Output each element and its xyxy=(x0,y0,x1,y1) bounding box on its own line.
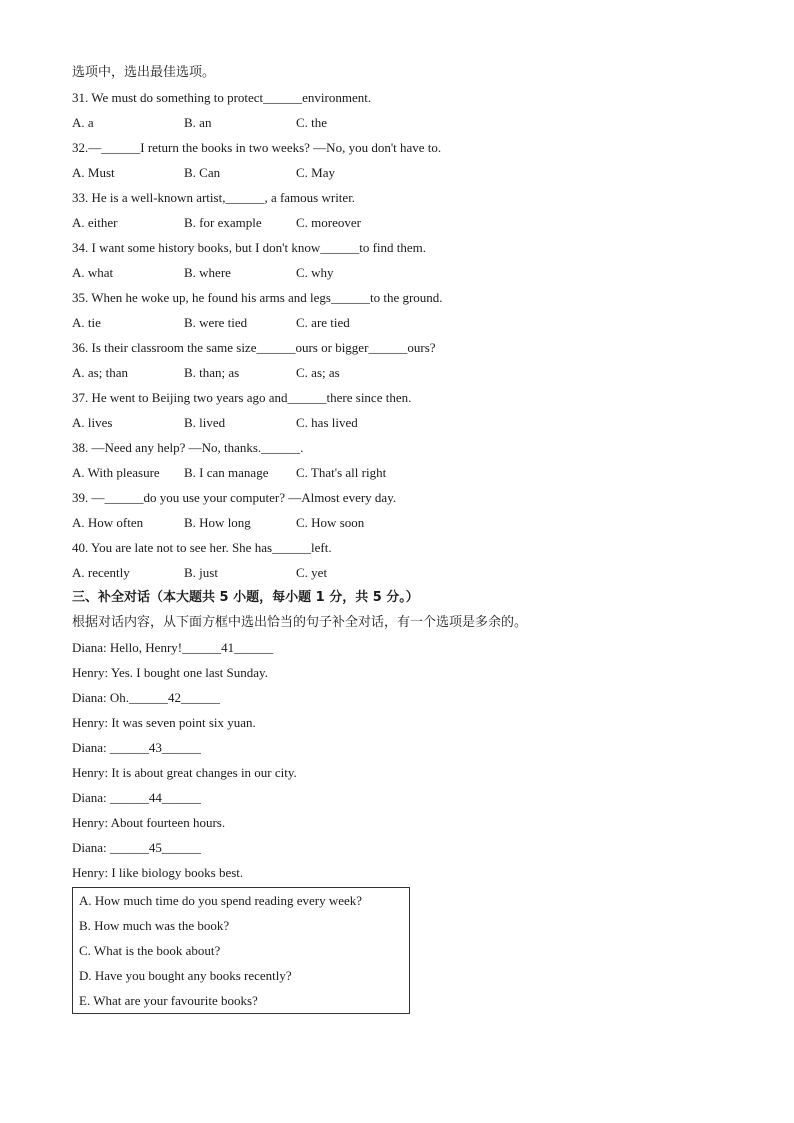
box-option-d: D. Have you bought any books recently? xyxy=(79,968,292,983)
question-stem: 37. He went to Beijing two years ago and______there since then. xyxy=(72,390,412,405)
question-stem: 40. You are late not to see her. She has______left. xyxy=(72,540,332,555)
option-c: C. are tied xyxy=(296,315,350,330)
question-35 xyxy=(72,285,732,335)
option-b: B. lived xyxy=(184,415,226,430)
question-39 xyxy=(72,485,732,535)
question-38 xyxy=(72,435,732,485)
option-a: A. a xyxy=(72,115,94,130)
dialogue-line: Diana: ______44______ xyxy=(72,790,201,805)
dialogue-line: Henry: It is about great changes in our city. xyxy=(72,765,297,780)
dialogue-line: Diana: Hello, Henry!______41______ xyxy=(72,640,274,655)
question-options xyxy=(72,460,732,485)
option-c: C. That's all right xyxy=(296,465,387,480)
option-a: A. How often xyxy=(72,515,144,530)
question-33 xyxy=(72,185,732,235)
option-c: C. yet xyxy=(296,565,328,580)
option-a: A. what xyxy=(72,265,114,280)
option-c: C. moreover xyxy=(296,215,361,230)
option-c: C. the xyxy=(296,115,328,130)
question-stem: 38. —Need any help? —No, thanks.______. xyxy=(72,440,304,455)
option-c: C. has lived xyxy=(296,415,358,430)
option-b: B. How long xyxy=(184,515,251,530)
box-option-e: E. What are your favourite books? xyxy=(79,993,258,1008)
option-a: A. tie xyxy=(72,315,101,330)
document-page xyxy=(72,60,732,1014)
question-stem: 32.—______I return the books in two weeks? —No, you don't have to. xyxy=(72,140,442,155)
question-stem: 34. I want some history books, but I don't know______to find them. xyxy=(72,240,427,255)
dialogue-line: Henry: It was seven point six yuan. xyxy=(72,715,256,730)
option-a: A. Must xyxy=(72,165,115,180)
option-c: C. why xyxy=(296,265,334,280)
intro-text: 选项中，选出最佳选项。 xyxy=(72,65,216,80)
option-c: C. as; as xyxy=(296,365,340,380)
question-32 xyxy=(72,135,732,185)
question-37 xyxy=(72,385,732,435)
question-options xyxy=(72,510,732,535)
option-a: A. With pleasure xyxy=(72,465,160,480)
option-b: B. where xyxy=(184,265,231,280)
question-options xyxy=(72,160,732,185)
question-options xyxy=(72,410,732,435)
dialogue-line: Diana: ______45______ xyxy=(72,840,201,855)
question-stem: 36. Is their classroom the same size______ours or bigger______ours? xyxy=(72,340,436,355)
question-stem: 35. When he woke up, he found his arms and legs______to the ground. xyxy=(72,290,443,305)
option-b: B. I can manage xyxy=(184,465,269,480)
option-b: B. were tied xyxy=(184,315,248,330)
question-stem: 33. He is a well-known artist,______, a famous writer. xyxy=(72,190,356,205)
option-b: B. Can xyxy=(184,165,221,180)
question-options xyxy=(72,560,732,585)
option-c: C. May xyxy=(296,165,335,180)
box-option-b: B. How much was the book? xyxy=(79,918,230,933)
option-c: C. How soon xyxy=(296,515,365,530)
box-option-a: A. How much time do you spend reading every week? xyxy=(79,893,363,908)
dialogue-line: Diana: Oh.______42______ xyxy=(72,690,221,705)
question-31 xyxy=(72,85,732,135)
dialogue-line: Henry: About fourteen hours. xyxy=(72,815,226,830)
question-40 xyxy=(72,535,732,585)
box-option-c: C. What is the book about? xyxy=(79,943,221,958)
option-b: B. just xyxy=(184,565,218,580)
question-options xyxy=(72,110,732,135)
option-b: B. than; as xyxy=(184,365,240,380)
question-options xyxy=(72,310,732,335)
dialogue-line: Henry: I like biology books best. xyxy=(72,865,244,880)
dialogue-line: Henry: Yes. I bought one last Sunday. xyxy=(72,665,268,680)
dialogue-line: Diana: ______43______ xyxy=(72,740,201,755)
section-instruction: 根据对话内容，从下面方框中选出恰当的句子补全对话，有一个选项是多余的。 xyxy=(72,615,528,630)
question-34 xyxy=(72,235,732,285)
option-a: A. lives xyxy=(72,415,113,430)
question-options xyxy=(72,260,732,285)
options-box xyxy=(72,887,410,1014)
option-a: A. as; than xyxy=(72,365,128,380)
question-stem: 39. —______do you use your computer? —Almost every day. xyxy=(72,490,397,505)
question-list xyxy=(72,85,732,585)
question-options xyxy=(72,360,732,385)
section-title: 三、补全对话（本大题共 5 小题，每小题 1 分，共 5 分。） xyxy=(72,590,419,605)
question-options xyxy=(72,210,732,235)
question-stem: 31. We must do something to protect______environment. xyxy=(72,90,372,105)
option-a: A. either xyxy=(72,215,118,230)
dialogue xyxy=(72,635,732,885)
option-b: B. for example xyxy=(184,215,262,230)
option-a: A. recently xyxy=(72,565,130,580)
question-36 xyxy=(72,335,732,385)
option-b: B. an xyxy=(184,115,212,130)
